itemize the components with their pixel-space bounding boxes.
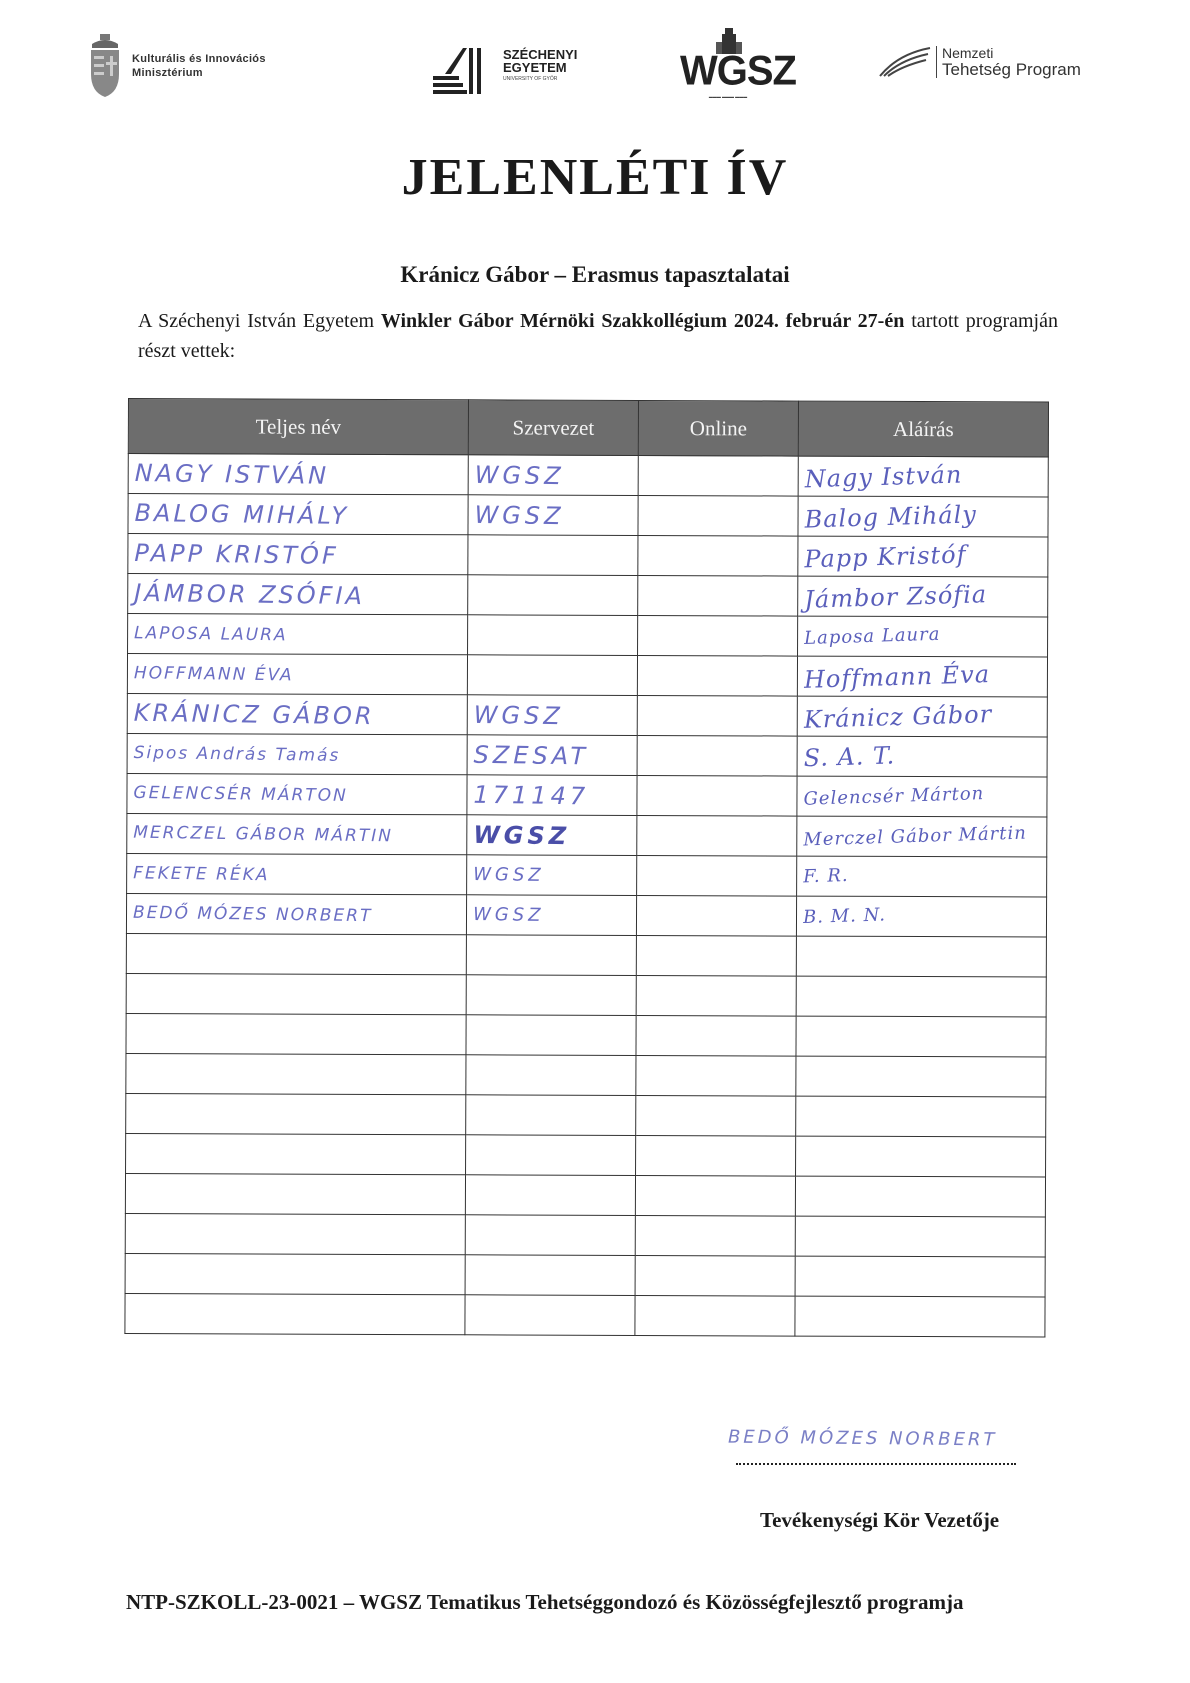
online-cell bbox=[637, 815, 797, 856]
org-cell bbox=[465, 1215, 635, 1256]
table-row bbox=[128, 454, 1048, 498]
name-cell bbox=[128, 494, 468, 535]
signature-line bbox=[736, 1463, 1016, 1465]
name-cell bbox=[126, 893, 466, 934]
online-cell bbox=[638, 495, 798, 536]
org-cell bbox=[467, 775, 637, 816]
leader-signature-block bbox=[728, 1428, 1038, 1465]
table-row bbox=[127, 733, 1047, 777]
intro-bold: Winkler Gábor Mérnöki Szakkollégium 2024. február 27-én bbox=[380, 310, 905, 332]
header-organization: Szervezet bbox=[468, 400, 638, 456]
table-row bbox=[125, 1253, 1045, 1297]
signature: Gelencsér Márton bbox=[803, 783, 985, 810]
name-cell bbox=[127, 853, 467, 894]
table-row bbox=[127, 853, 1047, 897]
wgsz-logo-text: WGSZ bbox=[680, 47, 796, 95]
handwritten-org: WGSZ bbox=[473, 700, 564, 730]
header-full-name: Teljes név bbox=[128, 399, 468, 455]
name-cell bbox=[126, 973, 466, 1014]
table-row bbox=[126, 893, 1046, 937]
intro-paragraph bbox=[138, 306, 1058, 366]
table-row bbox=[128, 614, 1048, 658]
org-cell bbox=[465, 1295, 635, 1336]
org-cell bbox=[466, 1135, 636, 1176]
signature-cell bbox=[796, 936, 1046, 977]
org-cell bbox=[466, 1095, 636, 1136]
name-cell bbox=[127, 733, 467, 774]
signature: Jámbor Zsófia bbox=[803, 579, 988, 614]
org-cell bbox=[466, 975, 636, 1016]
name-cell bbox=[126, 933, 466, 974]
signature-cell bbox=[797, 776, 1047, 817]
document-subtitle: Kránicz Gábor – Erasmus tapasztalatai bbox=[400, 262, 790, 287]
table-row bbox=[125, 1293, 1045, 1337]
leader-handwritten-name: BEDŐ MÓZES NORBERT bbox=[727, 1426, 998, 1451]
org-cell bbox=[468, 615, 638, 656]
table-row bbox=[125, 1213, 1045, 1257]
table-row bbox=[126, 1013, 1046, 1057]
online-cell bbox=[636, 895, 796, 936]
handwritten-org: 171147 bbox=[473, 780, 590, 810]
org-cell bbox=[468, 455, 638, 496]
name-cell bbox=[125, 1213, 465, 1254]
org-cell bbox=[467, 735, 637, 776]
org-cell bbox=[465, 1255, 635, 1296]
signature-cell bbox=[797, 856, 1047, 897]
handwritten-org: WGSZ bbox=[473, 820, 571, 850]
name-cell bbox=[126, 1133, 466, 1174]
handwritten-org: SZESAT bbox=[473, 740, 590, 770]
online-cell bbox=[637, 695, 797, 736]
table-row bbox=[128, 494, 1048, 538]
signature-cell bbox=[796, 976, 1046, 1017]
name-cell bbox=[125, 1173, 465, 1214]
org-cell bbox=[468, 495, 638, 536]
signature-cell bbox=[795, 1296, 1045, 1337]
signature: Merczel Gábor Mártin bbox=[803, 822, 1028, 851]
handwritten-name: LAPOSA LAURA bbox=[133, 622, 288, 645]
handwritten-name: Sipos András Tamás bbox=[133, 742, 341, 766]
table-row bbox=[126, 973, 1046, 1017]
wgsz-logo bbox=[678, 28, 796, 108]
university-subtitle: UNIVERSITY OF GYŐR bbox=[503, 76, 558, 82]
org-cell bbox=[466, 895, 636, 936]
signature: Kránicz Gábor bbox=[803, 699, 993, 734]
name-cell bbox=[125, 1253, 465, 1294]
org-cell bbox=[466, 935, 636, 976]
signature-cell bbox=[798, 576, 1048, 617]
table-row bbox=[127, 813, 1047, 857]
handwritten-org: WGSZ bbox=[474, 460, 565, 490]
wgsz-logo-subline: ▬▬▬ ▬▬▬ ▬▬▬ bbox=[708, 94, 748, 99]
table-header-row bbox=[128, 399, 1048, 458]
signature-cell bbox=[796, 1016, 1046, 1057]
name-cell bbox=[127, 693, 467, 734]
signature-cell bbox=[798, 456, 1048, 497]
signature: Hoffmann Éva bbox=[803, 659, 991, 694]
signature-cell bbox=[795, 1176, 1045, 1217]
header-signature: Aláírás bbox=[798, 401, 1048, 457]
signature-cell bbox=[796, 1096, 1046, 1137]
online-cell bbox=[638, 615, 798, 656]
name-cell bbox=[128, 574, 468, 615]
ministry-name-line1: Kulturális és Innovációs bbox=[132, 53, 266, 65]
signature-cell bbox=[798, 536, 1048, 577]
online-cell bbox=[636, 1015, 796, 1056]
table-row bbox=[126, 1093, 1046, 1137]
signature-cell bbox=[795, 1256, 1045, 1297]
signature: Papp Kristóf bbox=[804, 539, 967, 573]
org-cell bbox=[466, 1055, 636, 1096]
signature-cell bbox=[795, 1216, 1045, 1257]
ntp-name-line1: Nemzeti bbox=[942, 45, 994, 61]
table-row bbox=[126, 1133, 1046, 1177]
online-cell bbox=[636, 1055, 796, 1096]
university-logo bbox=[433, 28, 613, 108]
coat-of-arms-icon bbox=[88, 34, 122, 98]
name-cell bbox=[128, 614, 468, 655]
name-cell bbox=[126, 1053, 466, 1094]
ntp-divider bbox=[936, 46, 937, 78]
org-cell bbox=[466, 1015, 636, 1056]
table-row bbox=[127, 654, 1047, 698]
org-cell bbox=[465, 1175, 635, 1216]
handwritten-name: FEKETE RÉKA bbox=[133, 862, 270, 885]
table-row bbox=[128, 534, 1048, 578]
signature: F. R. bbox=[802, 864, 849, 888]
signature: S. A. T. bbox=[803, 740, 896, 772]
handwritten-name: BALOG MIHÁLY bbox=[134, 498, 350, 530]
name-cell bbox=[128, 534, 468, 575]
footer-program-id: NTP-SZKOLL-23-0021 – WGSZ Tematikus Tehetséggondozó és Közösségfejlesztő programja bbox=[126, 1590, 964, 1614]
document-title: JELENLÉTI ÍV bbox=[401, 149, 789, 206]
handwritten-name: JÁMBOR ZSÓFIA bbox=[134, 578, 366, 610]
name-cell bbox=[126, 1013, 466, 1054]
attendance-table bbox=[124, 398, 1049, 1338]
signature-cell bbox=[798, 496, 1048, 537]
table-row bbox=[127, 693, 1047, 737]
handwritten-name: GELENCSÉR MÁRTON bbox=[133, 782, 348, 806]
signature-cell bbox=[797, 656, 1047, 697]
name-cell bbox=[126, 1093, 466, 1134]
ministry-logo bbox=[88, 28, 348, 108]
handwritten-name: BEDŐ MÓZES NORBERT bbox=[132, 902, 373, 926]
org-cell bbox=[468, 575, 638, 616]
name-cell bbox=[127, 813, 467, 854]
org-cell bbox=[467, 855, 637, 896]
name-cell bbox=[127, 773, 467, 814]
online-cell bbox=[635, 1175, 795, 1216]
university-bars-icon bbox=[433, 46, 489, 98]
table-row bbox=[126, 1053, 1046, 1097]
table-row bbox=[125, 1173, 1045, 1217]
online-cell bbox=[638, 455, 798, 496]
handwritten-name: KRÁNICZ GÁBOR bbox=[133, 698, 375, 730]
online-cell bbox=[635, 1295, 795, 1336]
university-name-line2: EGYETEM bbox=[503, 60, 567, 75]
table-row bbox=[127, 773, 1047, 817]
name-cell bbox=[128, 454, 468, 495]
online-cell bbox=[637, 655, 797, 696]
signature-cell bbox=[797, 816, 1047, 857]
signature: Nagy István bbox=[804, 459, 963, 493]
handwritten-name: NAGY ISTVÁN bbox=[134, 458, 330, 490]
intro-suffix: tartott programján részt vettek: bbox=[138, 310, 1058, 362]
header-online: Online bbox=[638, 400, 798, 456]
signature-cell bbox=[796, 1056, 1046, 1097]
signature-cell bbox=[796, 1136, 1046, 1177]
online-cell bbox=[638, 535, 798, 576]
name-cell bbox=[125, 1293, 465, 1334]
online-cell bbox=[636, 935, 796, 976]
handwritten-org: WGSZ bbox=[473, 863, 545, 886]
intro-prefix: A Széchenyi István Egyetem bbox=[138, 310, 381, 332]
signature-cell bbox=[797, 736, 1047, 777]
online-cell bbox=[635, 1255, 795, 1296]
signature-cell bbox=[798, 616, 1048, 657]
org-cell bbox=[468, 535, 638, 576]
ntp-name-line2: Tehetség Program bbox=[942, 60, 1081, 79]
online-cell bbox=[636, 1135, 796, 1176]
handwritten-org: WGSZ bbox=[474, 500, 565, 530]
signature: B. M. N. bbox=[802, 904, 887, 929]
handwritten-org: WGSZ bbox=[472, 903, 545, 926]
online-cell bbox=[635, 1215, 795, 1256]
logo-bar bbox=[88, 28, 1088, 108]
signature-cell bbox=[796, 896, 1046, 937]
leader-title: Tevékenységi Kör Vezetője bbox=[760, 1508, 1000, 1532]
online-cell bbox=[637, 855, 797, 896]
online-cell bbox=[637, 735, 797, 776]
online-cell bbox=[636, 1095, 796, 1136]
online-cell bbox=[637, 775, 797, 816]
org-cell bbox=[467, 655, 637, 696]
signature: Balog Mihály bbox=[804, 499, 978, 534]
ntp-logo bbox=[878, 28, 1098, 108]
ntp-swoosh-icon bbox=[878, 44, 934, 80]
online-cell bbox=[638, 575, 798, 616]
online-cell bbox=[636, 975, 796, 1016]
table-row bbox=[126, 933, 1046, 977]
table-row bbox=[128, 574, 1048, 618]
org-cell bbox=[467, 695, 637, 736]
signature-cell bbox=[797, 696, 1047, 737]
handwritten-name: MERCZEL GÁBOR MÁRTIN bbox=[133, 822, 394, 846]
signature: Laposa Laura bbox=[803, 623, 941, 649]
handwritten-name: HOFFMANN ÉVA bbox=[133, 662, 294, 685]
name-cell bbox=[127, 654, 467, 695]
university-name-line1: SZÉCHENYI bbox=[503, 47, 578, 62]
org-cell bbox=[467, 815, 637, 856]
handwritten-name: PAPP KRISTÓF bbox=[134, 538, 339, 570]
ministry-name-line2: Minisztérium bbox=[132, 67, 203, 79]
